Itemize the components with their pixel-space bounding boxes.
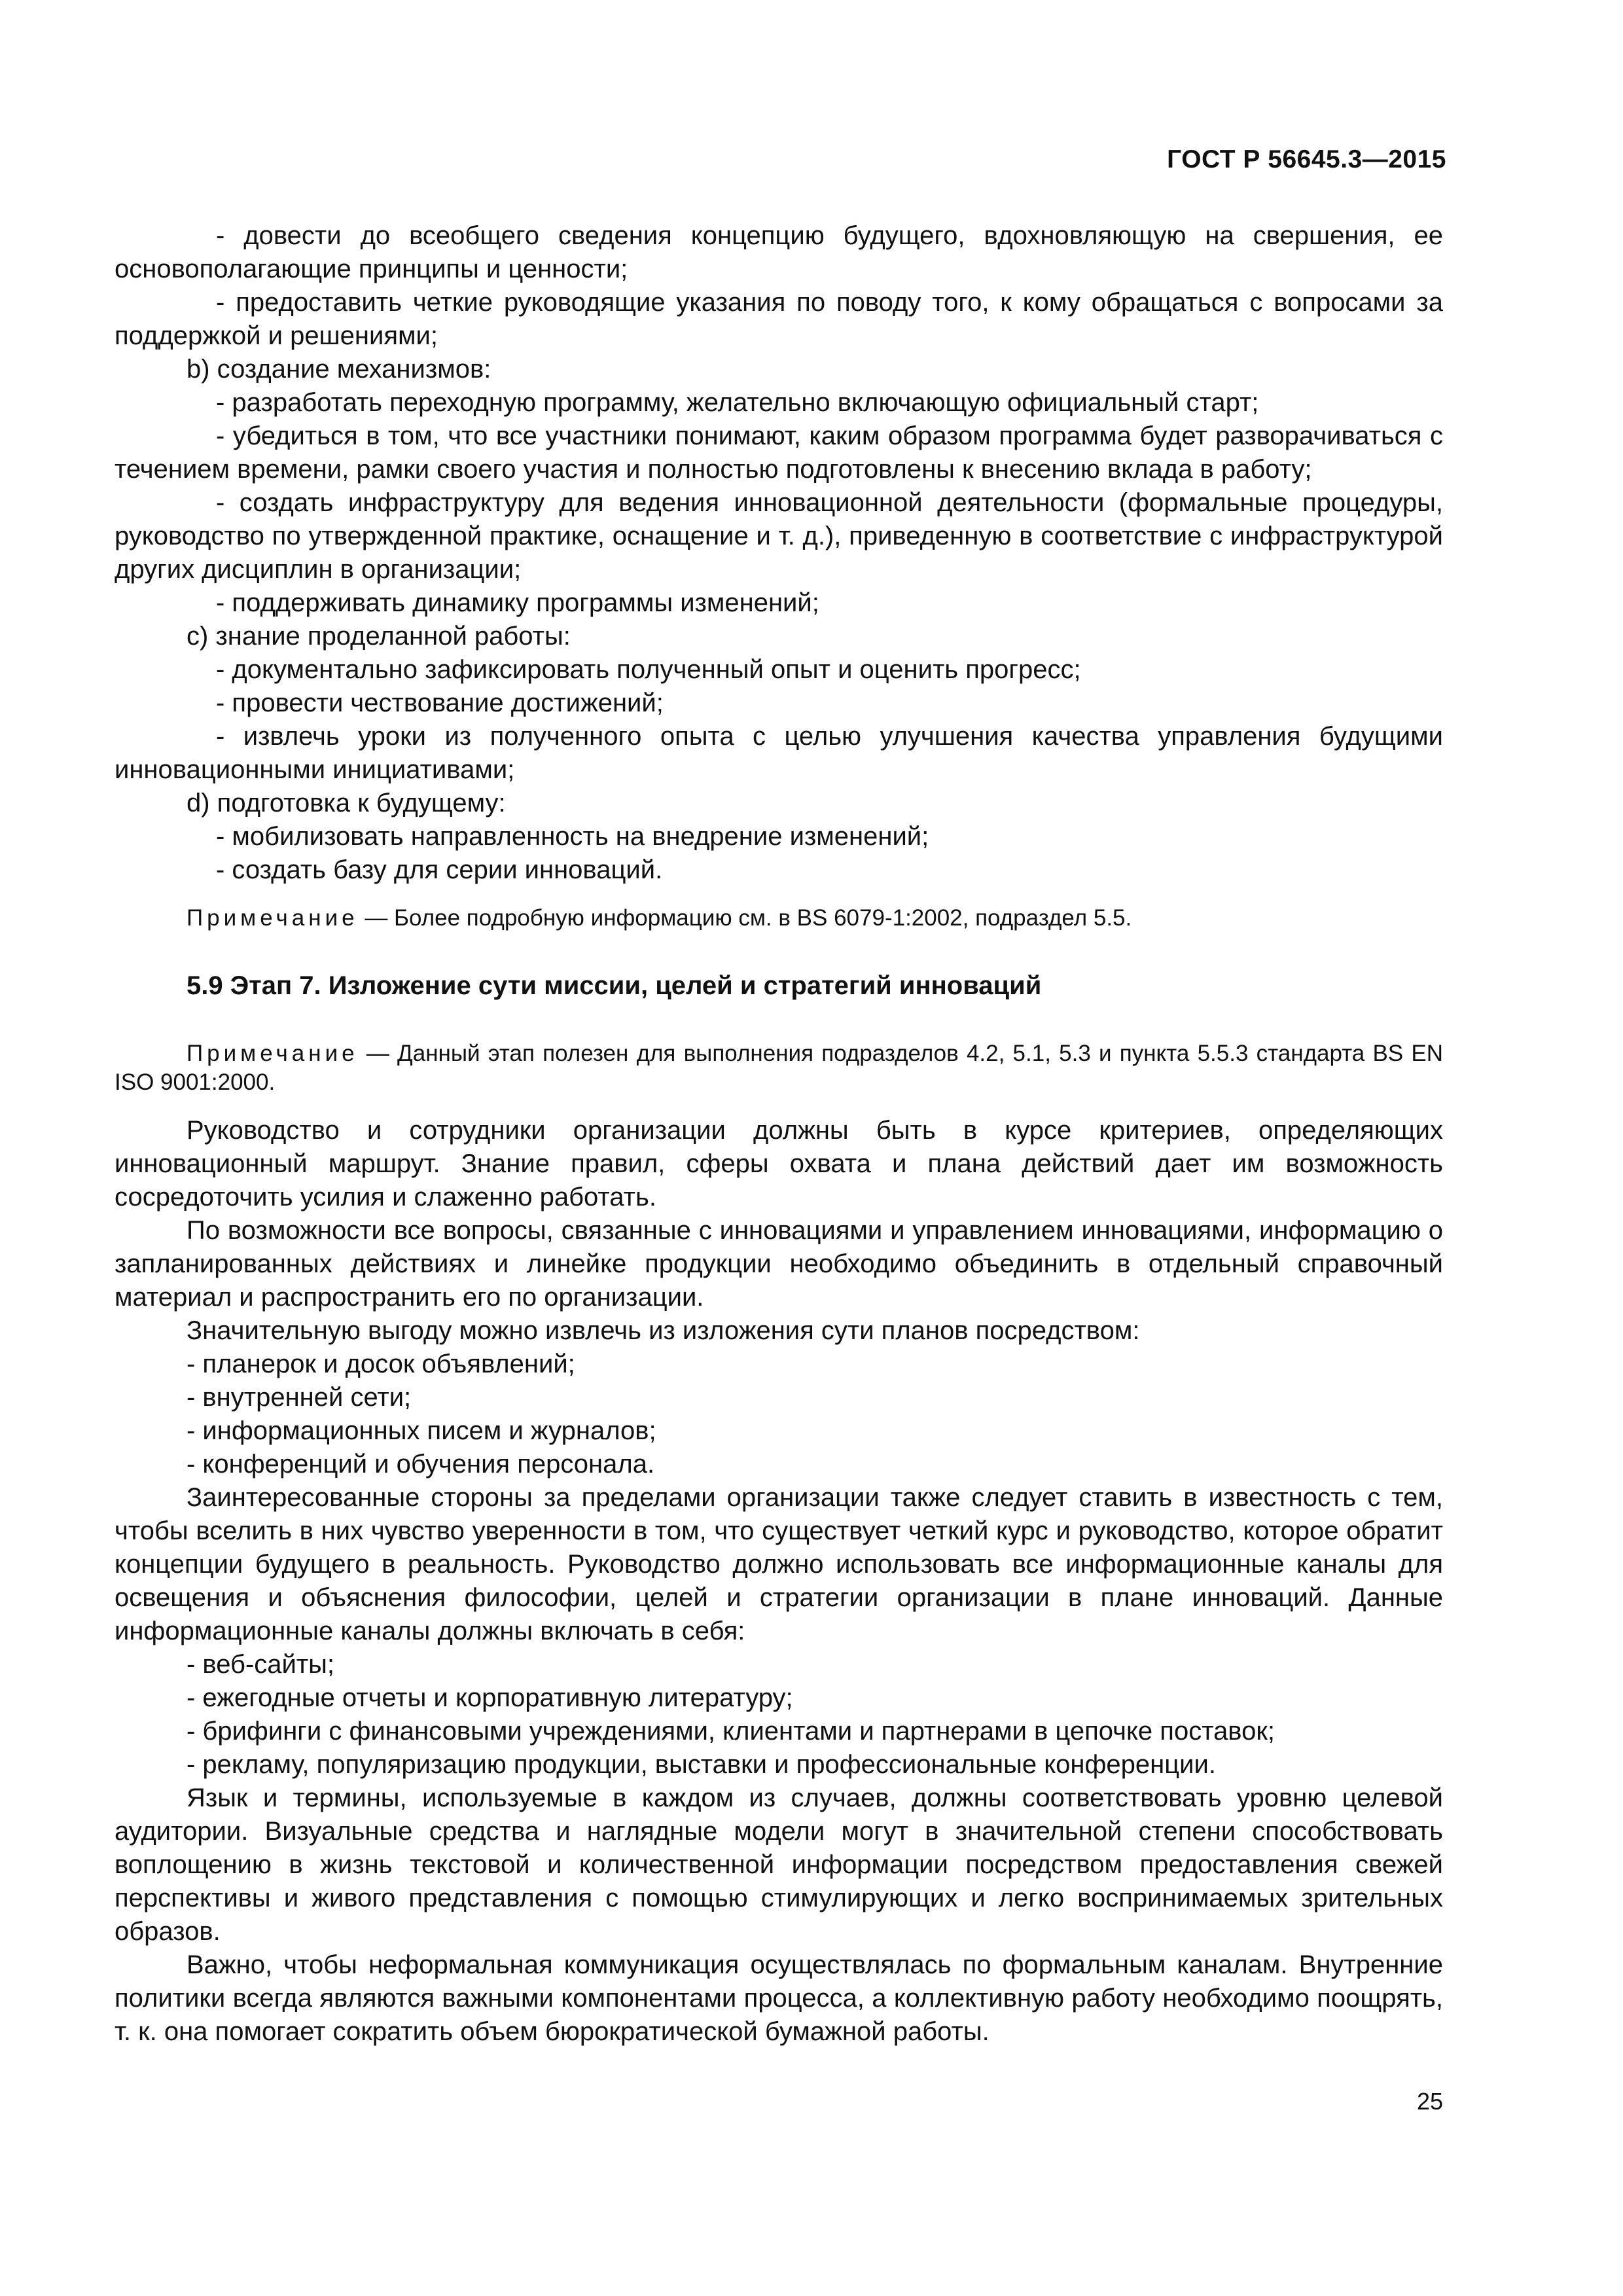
list-item: - разработать переходную программу, желательно включающую официальный старт; xyxy=(216,388,1259,417)
list-label-b: b) создание механизмов: xyxy=(187,355,491,384)
note-label: Примечание xyxy=(187,1041,359,1066)
page-body xyxy=(115,219,1443,2049)
paragraph: Заинтересованные стороны за пределами организации также следует ставить в известность с тем, чтобы вселить в них чувство уверенности в том, что существует четкий курс и руководство, которое обратит концепции будущего в реальность. Руководство должно использовать все информационные каналы для освещения и объяснения философии, целей и стратегии организации в плане инноваций. Данные информационные каналы должны включать в себя: xyxy=(115,1483,1443,1645)
paragraph: Руководство и сотрудники организации должны быть в курсе критериев, определяющих инновационный маршрут. Знание правил, сферы охвата и плана действий дает им возможность сосредоточить усилия и слаженно работать. xyxy=(115,1116,1443,1211)
list-item: - веб-сайты; xyxy=(187,1650,335,1679)
list-item: - довести до всеобщего сведения концепцию будущего, вдохновляющую на свершения, ее основополагающие принципы и ценности; xyxy=(115,221,1443,283)
paragraph: По возможности все вопросы, связанные с инновациями и управлением инновациями, информацию о запланированных действиях и линейке продукции необходимо объединить в отдельный справочный материал и распространить его по организации. xyxy=(115,1216,1443,1312)
note-text: — Данный этап полезен для выполнения подразделов 4.2, 5.1, 5.3 и пункта 5.5.3 стандарта BS EN ISO 9001:2000. xyxy=(115,1041,1443,1095)
list-item: - мобилизовать направленность на внедрение изменений; xyxy=(216,822,929,851)
page-number: 25 xyxy=(1416,2088,1443,2115)
list-item: - брифинги с финансовыми учреждениями, клиентами и партнерами в цепочке поставок; xyxy=(187,1717,1275,1746)
list-label-d: d) подготовка к будущему: xyxy=(187,789,506,817)
list-item: - планерок и досок объявлений; xyxy=(187,1350,575,1378)
note-text: — Более подробную информацию см. в BS 6079-1:2002, подраздел 5.5. xyxy=(358,905,1132,931)
list-item: - внутренней сети; xyxy=(187,1383,412,1412)
section-heading: 5.9 Этап 7. Изложение сути миссии, целей и стратегий инноваций xyxy=(187,971,1042,1000)
list-item: - конференций и обучения персонала. xyxy=(187,1450,655,1479)
list-item: - информационных писем и журналов; xyxy=(187,1416,656,1445)
list-item: - поддерживать динамику программы изменений; xyxy=(216,588,819,617)
list-item: - извлечь уроки из полученного опыта с целью улучшения качества управления будущими инновационными инициативами; xyxy=(115,722,1443,784)
document-header: ГОСТ Р 56645.3—2015 xyxy=(1167,145,1446,173)
list-label-c: c) знание проделанной работы: xyxy=(187,622,571,651)
list-item: - создать базу для серии инноваций. xyxy=(216,855,663,884)
list-item: - провести чествование достижений; xyxy=(216,689,664,717)
list-item: - убедиться в том, что все участники понимают, каким образом программа будет разворачиваться с течением времени, рамки своего участия и полностью подготовлены к внесению вклада в работу; xyxy=(115,422,1443,484)
list-item: - рекламу, популяризацию продукции, выставки и профессиональные конференции. xyxy=(187,1750,1216,1779)
paragraph: Важно, чтобы неформальная коммуникация осуществлялась по формальным каналам. Внутренние политики всегда являются важными компонентами процесса, а коллективную работу необходимо поощрять, т. к. она помогает сократить объем бюрократической бумажной работы. xyxy=(115,1950,1443,2046)
note xyxy=(115,904,1443,933)
note-label: Примечание xyxy=(187,905,359,931)
paragraph: Язык и термины, используемые в каждом из случаев, должны соответствовать уровню целевой аудитории. Визуальные средства и наглядные модели могут в значительной степени способствовать воплощению в жизнь текстовой и количественной информации посредством предоставления свежей перспективы и живого представления с помощью стимулирующих и легко воспринимаемых зрительных образов. xyxy=(115,1784,1443,1946)
note xyxy=(115,1039,1443,1097)
list-item: - создать инфраструктуру для ведения инновационной деятельности (формальные процедуры, руководство по утвержденной практике, оснащение и т. д.), приведенную в соответствие с инфраструктурой других дисциплин в организации; xyxy=(115,488,1443,584)
list-item: - предоставить четкие руководящие указания по поводу того, к кому обращаться с вопросами за поддержкой и решениями; xyxy=(115,288,1443,350)
list-item: - документально зафиксировать полученный опыт и оценить прогресс; xyxy=(216,655,1081,684)
paragraph: Значительную выгоду можно извлечь из изложения сути планов посредством: xyxy=(187,1316,1140,1345)
list-item: - ежегодные отчеты и корпоративную литературу; xyxy=(187,1683,793,1712)
